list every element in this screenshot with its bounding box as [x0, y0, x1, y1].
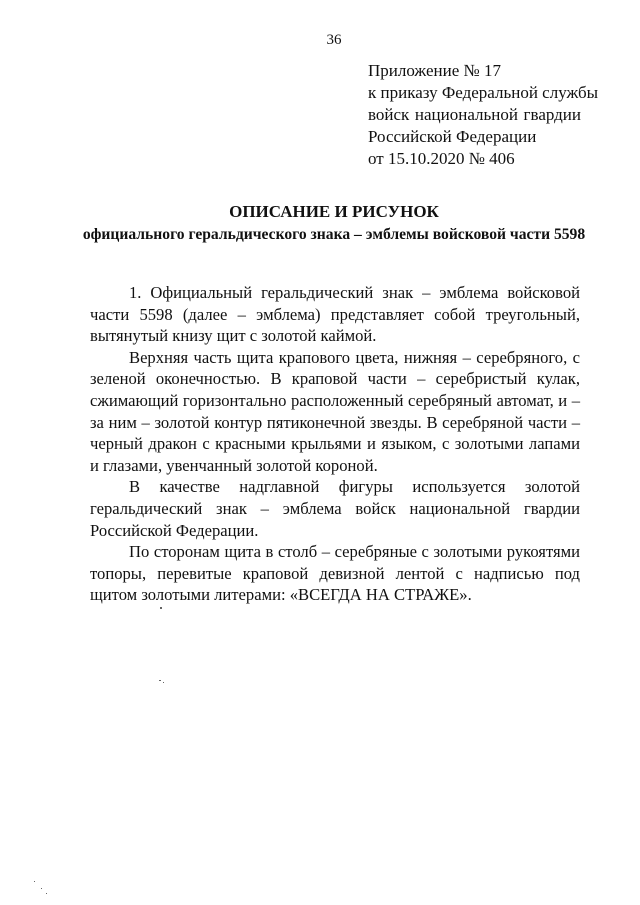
paragraph-2: Верхняя часть щита крапового цвета, нижняя – серебряного, с зеленой оконечностью. В краповой части – серебристый кулак, сжимающий горизонтально расположенный серебряный автомат, и – за ним – золотой контур пятиконечной звезды. В серебряной части – черный дракон с красными крыльями и языком, с золотыми лапами и глазами, увенчанный золотой короной. [90, 347, 580, 475]
scan-speck [160, 607, 162, 609]
paragraph-1: 1. Официальный геральдический знак – эмблема войсковой части 5598 (далее – эмблема) представляет собой треугольный, вытянутый книзу щит с золотой каймой. [90, 283, 580, 346]
appendix-order-line: к приказу Федеральной службы [368, 83, 599, 102]
scan-speck [34, 881, 35, 882]
appendix-country-line: Российской Федерации [368, 127, 537, 146]
scan-speck [163, 682, 164, 683]
appendix-agency-line: войск национальной гвардии [368, 105, 581, 124]
scan-speck [159, 680, 161, 681]
document-title: ОПИСАНИЕ И РИСУНОК [229, 202, 439, 221]
appendix-date-line: от 15.10.2020 № 406 [368, 149, 515, 168]
scan-speck [46, 893, 47, 894]
page-number: 36 [326, 32, 342, 48]
paragraph-4: По сторонам щита в столб – серебряные с золотыми рукоятями топоры, перевитые краповой девизной лентой с надписью под щитом золотыми литерами: «ВСЕГДА НА СТРАЖЕ». [90, 542, 580, 605]
appendix-number: Приложение № 17 [368, 61, 501, 80]
scan-speck [41, 888, 42, 889]
paragraph-3: В качестве надглавной фигуры используется золотой геральдический знак – эмблема войск национальной гвардии Российской Федерации. [90, 477, 580, 540]
document-body [90, 282, 580, 606]
appendix-header [368, 60, 599, 170]
document-subtitle: официального геральдического знака – эмблемы войсковой части 5598 [82, 226, 586, 243]
